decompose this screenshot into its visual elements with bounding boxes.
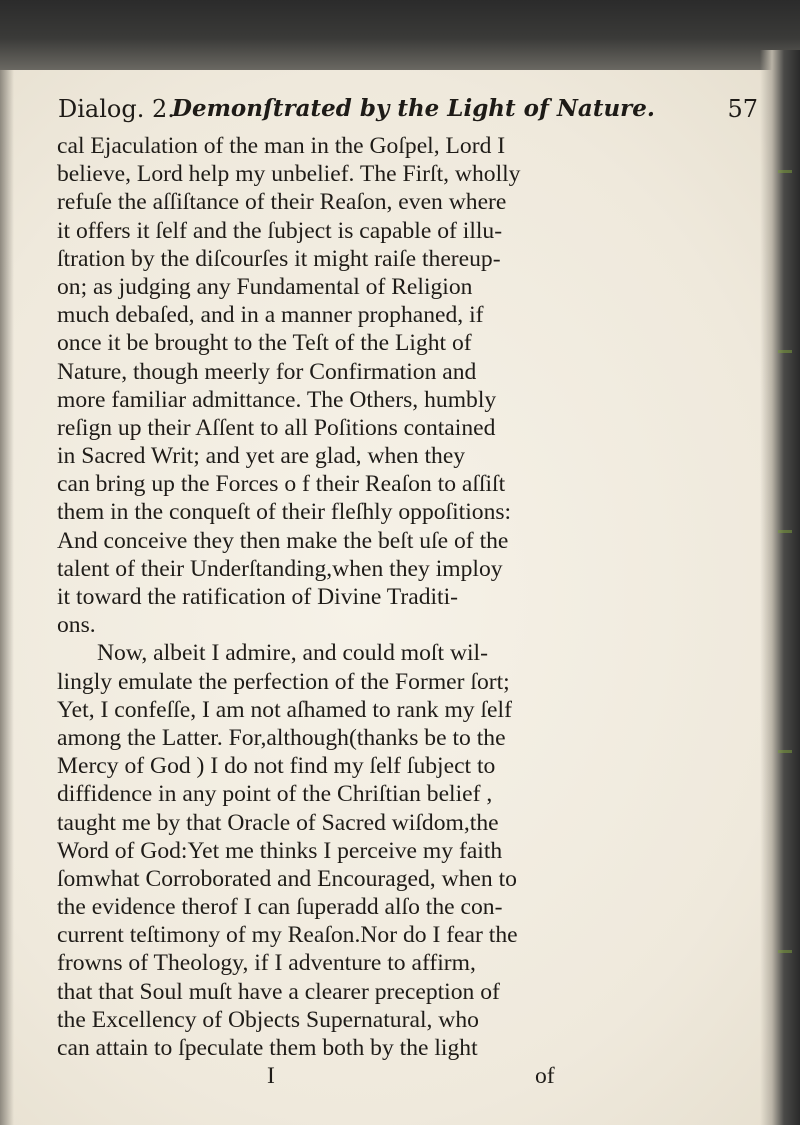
page-fore-edge (760, 50, 800, 1125)
text-line: the Excellency of Objects Supernatural, who (57, 1006, 479, 1033)
text-line: Word of God:Yet me thinks I perceive my faith (57, 837, 503, 864)
text-line: on; as judging any Fundamental of Religion (57, 273, 473, 300)
text-line: lingly emulate the perfection of the Former ſort; (57, 668, 510, 695)
text-line: cal Ejaculation of the man in the Goſpel, Lord I (57, 133, 506, 159)
text-line: Nature, though meerly for Confirmation and (57, 358, 477, 385)
text-line: the evidence therof I can ſuperadd alſo the con- (57, 894, 503, 921)
text-line: talent of their Underſtanding,when they imploy (57, 555, 503, 582)
text-line: in Sacred Writ; and yet are glad, when they (57, 443, 466, 470)
text-line: them in the conqueſt of their fleſhly oppoſitions: (57, 499, 512, 526)
signature-mark: I (267, 1063, 275, 1090)
text-line: much debaſed, and in a manner prophaned, if (57, 302, 484, 329)
text-line: believe, Lord help my unbelief. The Firſt, wholly (57, 161, 521, 188)
text-line: it offers it ſelf and the ſubject is capable of illu- (57, 217, 503, 244)
text-line: more familiar admittance. The Others, humbly (57, 386, 497, 413)
text-line: current teſtimony of my Reaſon.Nor do I fear the (57, 922, 518, 949)
running-head-title: Demonſtrated by the Light of Nature. (172, 95, 655, 122)
text-line: can attain to ſpeculate them both by the light (57, 1035, 478, 1061)
running-head (58, 95, 758, 131)
body-text (57, 132, 717, 1090)
page-number: 57 (727, 95, 758, 123)
text-line: Yet, I confeſſe, I am not aſhamed to rank my ſelf (57, 696, 512, 723)
text-line: among the Latter. For,although(thanks be to the (57, 724, 506, 751)
text-line: ſtration by the diſcourſes it might raiſe thereup- (57, 245, 501, 272)
catchword: of (535, 1063, 555, 1090)
text-line: ſomwhat Corroborated and Encouraged, when to (57, 865, 517, 892)
text-line: diffidence in any point of the Chriſtian belief , (57, 781, 493, 808)
text-line: frowns of Theology, if I adventure to affirm, (57, 950, 476, 977)
text-line: once it be brought to the Teſt of the Light of (57, 330, 472, 357)
text-line: reſign up their Aſſent to all Poſitions contained (57, 414, 496, 441)
text-line: taught me by that Oracle of Sacred wiſdom,the (57, 809, 499, 836)
page-gutter-shadow (0, 70, 14, 1125)
text-line: And conceive they then make the beſt uſe of the (57, 527, 509, 554)
page-footer (57, 1062, 717, 1090)
text-line: can bring up the Forces o f their Reaſon to aſſiſt (57, 471, 506, 498)
text-line: Mercy of God ) I do not find my ſelf ſubject to (57, 753, 496, 780)
text-line: refuſe the aſſiſtance of their Reaſon, even where (57, 189, 507, 216)
text-line: it toward the ratification of Divine Traditi- (57, 584, 459, 610)
running-head-dialog: Dialog. 2. (58, 95, 175, 123)
text-line: Now, albeit I admire, and could moſt wil- (97, 640, 488, 667)
text-line: that that Soul muſt have a clearer preception of (57, 978, 500, 1005)
text-line: ons. (57, 612, 96, 639)
